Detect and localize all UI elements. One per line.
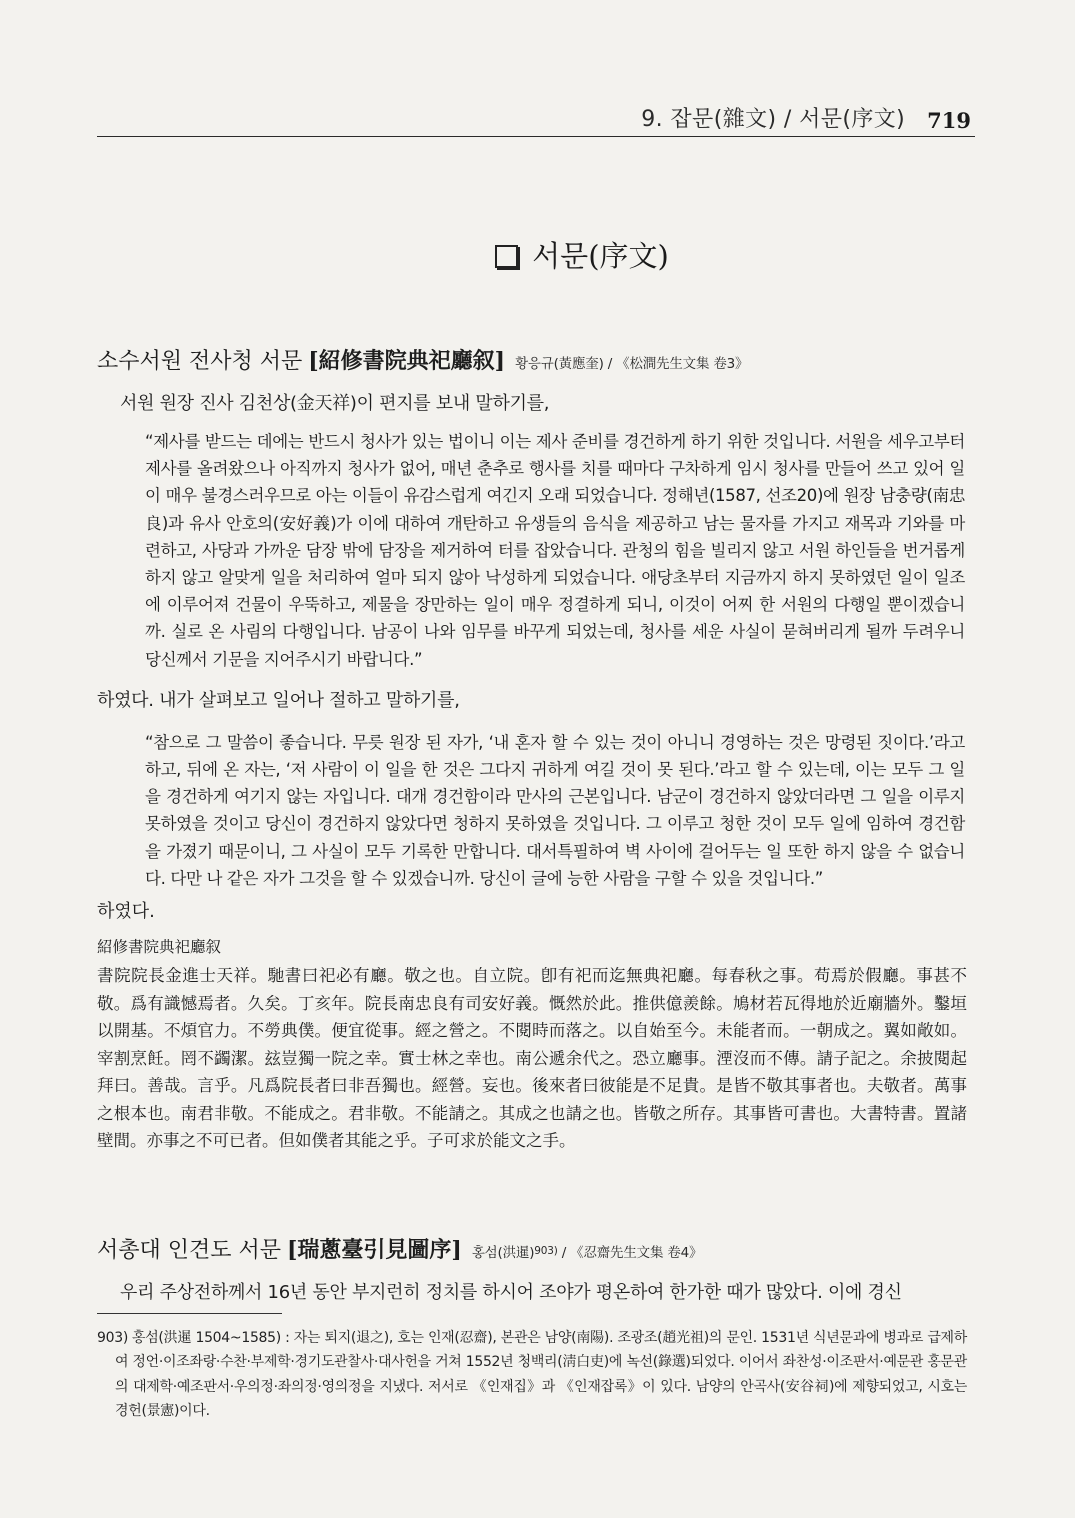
footnote-reference: 903) bbox=[534, 1244, 558, 1257]
byline-source: / 《忍齋先生文集 卷4》 bbox=[561, 1244, 703, 1261]
article-intro: 서원 원장 진사 김천상(金天祥)이 편지를 보내 말하기를, bbox=[120, 393, 550, 414]
section-title-text: 서문(序文) bbox=[532, 239, 669, 273]
running-title: 9. 잡문(雜文) / 서문(序文) bbox=[641, 107, 906, 132]
section-title bbox=[97, 234, 967, 278]
quoted-letter: “제사를 받드는 데에는 반드시 청사가 있는 법이니 이는 제사 준비를 경건하게 하기 위한 것입니다. 서원을 세우고부터 제사를 올려왔으나 아직까지 청사가 없어, 매년 춘추로 행사를 치를 때마다 구차하게 임시 청사를 만들어 쓰고 있어 일이 매우 불경스러우므로 아는 이들이 유감스럽게 여긴지 오래 되었습니다. 정해년(1587, 선조20)에 원장 남충량(南忠良)과 유사 안호의(安好義)가 이에 대하여 개탄하고 유생들의 음식을 제공하고 남는 물자를 가지고 재목과 기와를 마련하고, 사당과 가까운 담장 밖에 담장을 제거하여 터를 잡았습니다. 관청의 힘을 빌리지 않고 서원 하인들을 번거롭게 하지 않고 알맞게 일을 처리하여 얼마 되지 않아 낙성하게 되었습니다. 애당초부터 지금까지 하지 못하였던 일이 일조에 이루어져 건물이 우뚝하고, 제물을 장만하는 일이 매우 정결하게 되니, 이것이 어찌 한 서원의 다행일 뿐이겠습니까. 실로 온 사림의 다행입니다. 남공이 나와 임무를 바꾸게 되었는데, 청사를 세운 사실이 묻혀버리게 될까 두려우니 당신께서 기문을 지어주시기 바랍니다.” bbox=[145, 432, 965, 669]
original-classical-text: 書院院長金進士天祥。馳書曰祀必有廳。敬之也。自立院。卽有祀而迄無典祀廳。每春秋之事。苟焉於假廳。事甚不敬。爲有識憾焉者。久矣。丁亥年。院長南忠良有司安好義。慨然於此。推供億羨餘。鳩材若瓦得地於近廟牆外。鑿垣以開基。不煩官力。不勞典僕。便宜從事。經之營之。不閱時而落之。以自始至今。未能者而。一朝成之。翼如敞如。宰割烹飪。罔不蠲潔。玆豈獨一院之幸。實士林之幸也。南公遞余代之。恐立廳事。湮沒而不傳。請子記之。余披閱起拜曰。善哉。言乎。凡爲院長者曰非吾獨也。經營。妄也。後來者曰彼能是不足貴。是皆不敬其事者也。夫敬者。萬事之根本也。南君非敬。不能成之。君非敬。不能請之。其成之也請之也。皆敬之所存。其事皆可書也。大書特書。置諸壁間。亦事之不可已者。但如僕者其能之乎。子可求於能文之手。 bbox=[97, 966, 967, 1151]
quoted-reply: “참으로 그 말씀이 좋습니다. 무릇 원장 된 자가, ‘내 혼자 할 수 있는 것이 아니니 경영하는 것은 망령된 짓이다.’라고 하고, 뒤에 온 자는, ‘저 사람이 이 일을 한 것은 그다지 귀하게 여길 것이 못 된다.’라고 할 수 있는데, 이는 모두 그 일을 경건하게 여기지 않는 자입니다. 대개 경건함이라 만사의 근본입니다. 남군이 경건하지 않았더라면 그 일을 이루지 못하였을 것이고 당신이 경건하지 않았다면 청하지 못하였을 것입니다. 그 이루고 청한 것이 모두 일에 임하여 경건함을 가졌기 때문이니, 그 사실이 모두 기록한 만합니다. 대서특필하여 벽 사이에 걸어두는 일 또한 하지 않을 수 없습니다. 다만 나 같은 자가 그것을 할 수 있겠습니까. 당신이 글에 능한 사람을 구할 수 있을 것입니다.” bbox=[145, 732, 965, 888]
closing-sentence: 하였다. bbox=[97, 901, 155, 923]
article-heading-2 bbox=[97, 1233, 967, 1267]
page-content bbox=[97, 234, 967, 1424]
square-bullet-icon bbox=[495, 245, 518, 268]
article-title-korean: 소수서원 전사청 서문 bbox=[97, 349, 303, 374]
article-title-korean: 서총대 인견도 서문 bbox=[97, 1237, 282, 1263]
running-header bbox=[97, 100, 975, 137]
footnote bbox=[97, 1326, 967, 1424]
connector-sentence: 하였다. 내가 살펴보고 일어나 절하고 말하기를, bbox=[97, 689, 460, 711]
article-title-hanja: [瑞蔥臺引見圖序] bbox=[287, 1236, 462, 1263]
original-text-title: 紹修書院典祀廳叙 bbox=[97, 938, 222, 957]
byline-author: 홍섬(洪暹) bbox=[471, 1244, 535, 1261]
footnote-marker: 903) bbox=[97, 1329, 128, 1346]
article-title-hanja: [紹修書院典祀廳叙] bbox=[308, 348, 506, 374]
article-byline bbox=[472, 1245, 702, 1261]
page-number: 719 bbox=[927, 108, 971, 133]
footnote-text: 홍섬(洪暹 1504~1585) : 자는 퇴지(退之), 호는 인재(忍齋), 본관은 남양(南陽). 조광조(趙光祖)의 문인. 1531년 식년문과에 병과로 급제하여 정언·이조좌랑·수찬·부제학·경기도관찰사·대사헌을 거쳐 1552년 청백리(淸白吏)에 녹선(錄選)되었다. 이어서 좌찬성·이조판서·예문관 홍문관의 대제학·예조판서·우의정·좌의정·영의정을 지냈다. 저서로 《인재집》과 《인재잡록》이 있다. 남양의 안곡사(安谷祠)에 제향되었고, 시호는 경헌(景憲)이다. bbox=[115, 1329, 967, 1420]
article-intro: 우리 주상전하께서 16년 동안 부지런히 정치를 하시어 조야가 평온하여 한가한 때가 많았다. 이에 경신 bbox=[120, 1281, 902, 1303]
footnote-divider bbox=[97, 1313, 282, 1314]
article-heading-1 bbox=[97, 344, 967, 378]
article-byline: 황응규(黃應奎) / 《松澗先生文集 卷3》 bbox=[515, 356, 749, 372]
